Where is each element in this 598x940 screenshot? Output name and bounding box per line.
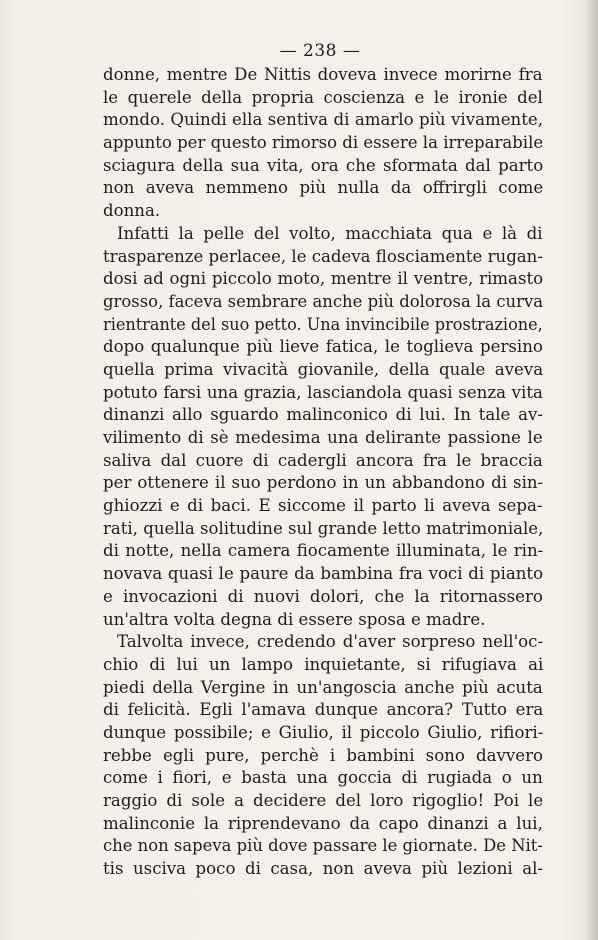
text-line: le querele della propria coscienza e le ironie del xyxy=(103,87,543,107)
text-line: per ottenere il suo perdono in un abbandono di sin- xyxy=(103,473,544,493)
text-line: malinconie la riprendevano da capo dinanzi a lui, xyxy=(103,813,543,833)
text-line: rebbe egli pure, perchè i bambini sono davvero xyxy=(103,745,543,765)
text-line: novava quasi le paure da bambina fra voci di pianto xyxy=(103,564,544,584)
text-line: sciagura della sua vita, ora che sformata dal parto xyxy=(103,155,544,175)
text-line: di felicità. Egli l'amava dunque ancora? Tutto era xyxy=(103,700,544,720)
text-line: un'altra volta degna di essere sposa e madre. xyxy=(103,609,486,629)
body-text xyxy=(103,64,543,881)
text-line: rientrante del suo petto. Una invincibile prostrazione, xyxy=(103,314,543,334)
text-line: quella prima vivacità giovanile, della quale aveva xyxy=(103,359,544,379)
text-line: donne, mentre De Nittis doveva invece morirne fra xyxy=(103,65,543,84)
text-line: dunque possibile; e Giulio, il piccolo Giulio, rifiori- xyxy=(103,722,544,742)
text-line: ghiozzi e di baci. E siccome il parto li aveva sepa- xyxy=(103,496,543,516)
text-line: appunto per questo rimorso di essere la irreparabile xyxy=(103,133,544,153)
text-line: mondo. Quindi ella sentiva di amarlo più vivamente, xyxy=(103,110,543,130)
text-line: raggio di sole a decidere del loro rigoglio! Poi le xyxy=(103,791,544,810)
text-line: e invocazioni di nuovi dolori, che la ritornassero xyxy=(103,586,543,606)
text-line: donna. xyxy=(103,201,161,221)
text-line: di notte, nella camera fiocamente illuminata, le rin- xyxy=(103,541,544,561)
text-line: dosi ad ogni piccolo moto, mentre il ventre, rimasto xyxy=(103,269,544,289)
text-line: che non sapeva più dove passare le giornate. De Nit- xyxy=(103,836,543,856)
page-number: — 238 — xyxy=(279,41,361,61)
text-line: rati, quella solitudine sul grande letto matrimoniale, xyxy=(103,518,544,538)
text-line: come i fiori, e basta una goccia di rugiada o un xyxy=(103,768,543,788)
text-line: trasparenze perlacee, le cadeva flosciamente rugan- xyxy=(103,246,543,266)
text-line: saliva dal cuore di cadergli ancora fra le braccia xyxy=(103,450,543,470)
text-line: dinanzi allo sguardo malinconico di lui. In tale av- xyxy=(103,405,544,425)
text-line: Talvolta invece, credendo d'aver sorpreso nell'oc- xyxy=(117,632,544,652)
text-line: dopo qualunque più lieve fatica, le toglieva persino xyxy=(103,337,543,357)
text-line: Infatti la pelle del volto, macchiata qua e là di xyxy=(117,223,543,243)
text-line: vilimento di sè medesima una delirante passione le xyxy=(103,428,543,447)
text-line: tis usciva poco di casa, non aveva più lezioni al- xyxy=(103,859,544,879)
text-line: non aveva nemmeno più nulla da offrirgli come xyxy=(103,178,544,198)
text-line: piedi della Vergine in un'angoscia anche più acuta xyxy=(103,677,543,697)
text-line: grosso, faceva sembrare anche più dolorosa la curva xyxy=(103,291,544,311)
text-line: chio di lui un lampo inquietante, si rifugiava ai xyxy=(103,654,544,674)
page-edge-shadow xyxy=(584,0,598,940)
text-line: potuto farsi una grazia, lasciandola quasi senza vita xyxy=(103,382,543,402)
